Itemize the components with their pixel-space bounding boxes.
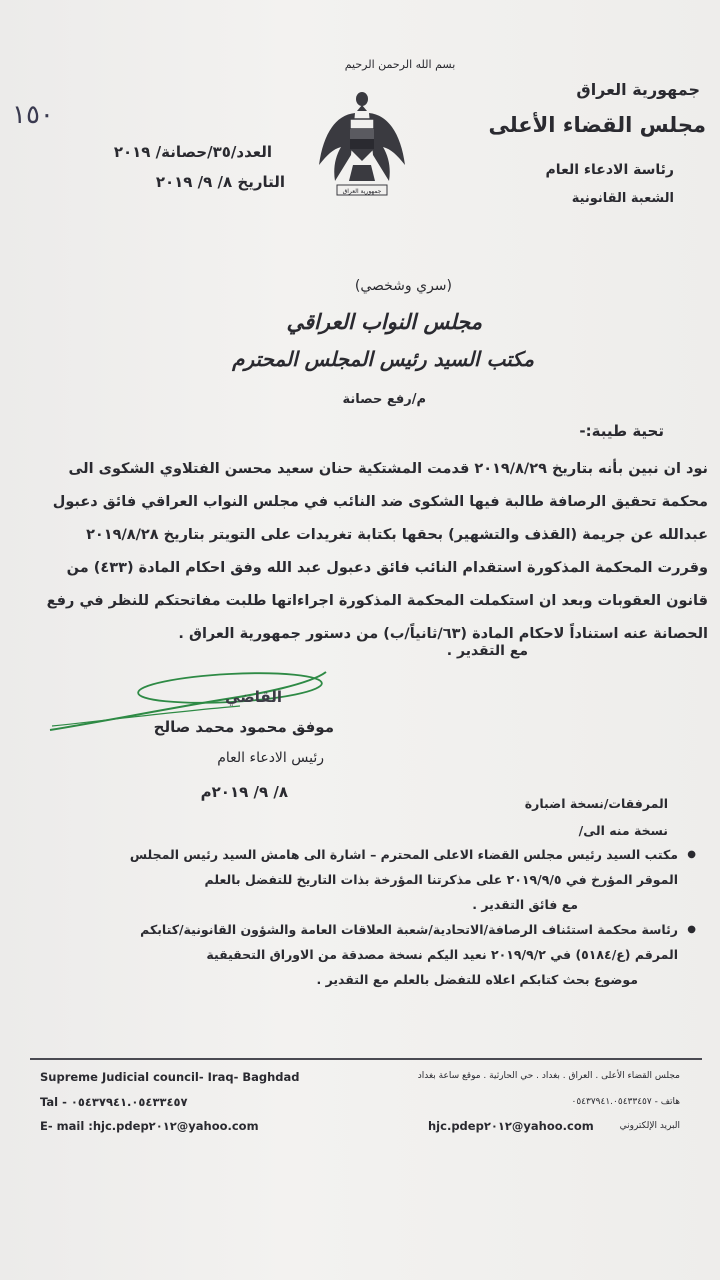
greeting: تحية طيبة:- [579, 422, 664, 440]
footer-email-label: البريد الإلكتروني [619, 1121, 680, 1131]
letter-body [8, 453, 708, 651]
body-line: محكمة تحقيق الرصافة طالبة فيها الشكوى ضد النائب في مجلس النواب العراقي فائق دعبول [52, 494, 708, 510]
addressee-office: مكتب السيد رئيس المجلس المحترم [232, 347, 534, 371]
list-item-line: مكتب السيد رئيس مجلس القضاء الاعلى المحترم – اشارة الى هامش السيد رئيس المجلس [129, 847, 678, 862]
subject-line: م/رفع حصانة [342, 392, 426, 407]
body-line: قانون العقوبات وبعد ان استكملت المحكمة المذكورة اجراءاتها طلبت مفاتحتكم للنظر في رفع [46, 593, 708, 609]
handwritten-note: ١٥٠ [12, 100, 54, 130]
eagle-emblem-icon [315, 85, 410, 210]
footer-address-ar: مجلس القضاء الأعلى . العراق . بغداد . حي الحارثية . موقع ساعة بغداد [417, 1071, 680, 1081]
footer-email-ar[interactable]: hjc.pdep٢٠١٢@yahoo.com [428, 1119, 594, 1133]
signatory-name: موفق محمود محمد صالح [153, 718, 334, 736]
republic-name: جمهورية العراق [576, 80, 700, 99]
bullet-icon: ● [687, 924, 696, 935]
body-line: وقررت المحكمة المذكورة استقدام النائب فائق دعبول عبد الله وفق احكام المادة (٤٣٣) من [66, 560, 708, 576]
footer-divider [30, 1058, 702, 1060]
list-item-line: مع فائق التقدير . [472, 897, 578, 912]
copy-to-label: نسخة منه الى/ [578, 823, 668, 838]
footer-email-en[interactable]: E- mail :hjc.pdep٢٠١٢@yahoo.com [40, 1119, 259, 1133]
regards: مع التقدير . [446, 643, 528, 659]
addressee: مجلس النواب العراقي [286, 310, 482, 334]
council-name: مجلس القضاء الأعلى [488, 113, 706, 137]
body-line: عبدالله عن جريمة (القذف والتشهير) بحقها بكتابة تغريدات على التويتر بتاريخ ٢٠١٩/٨/٢٨ [86, 527, 708, 543]
signature-date: ٨/ ٩/ ٢٠١٩م [200, 783, 288, 801]
copy-recipients-list [38, 842, 696, 992]
presidency-name: رئاسة الادعاء العام [545, 162, 674, 178]
footer-phone-ar: هاتف - ٠٥٤٣٧٩٤١.٠٥٤٣٣٤٥٧ [571, 1097, 680, 1107]
footer-phone-en: Tal - ٠٥٤٣٧٩٤١.٠٥٤٣٣٤٥٧ [40, 1095, 188, 1109]
list-item-line: الموقر المؤرخ في ٢٠١٩/٩/٥ على مذكرتنا المؤرخة بذات التاريخ للتفضل بالعلم [204, 872, 678, 887]
list-item-line: موضوع بحث كتابكم اعلاه للتفضل بالعلم مع التقدير . [316, 972, 638, 987]
footer-org-name: Supreme Judicial council- Iraq- Baghdad [40, 1070, 300, 1084]
confidential-label: (سري وشخصي) [354, 278, 452, 294]
bullet-icon: ● [687, 849, 696, 860]
attachments-label: المرفقات/نسخة اضبارة [524, 796, 668, 811]
body-line: الحصانة عنه استناداً لاحكام المادة (٦٣/ثانياً/ب) من دستور جمهورية العراق . [178, 626, 708, 642]
signatory-title: رئيس الادعاء العام [217, 750, 324, 766]
list-item-line: رئاسة محكمة استئناف الرصافة/الاتحادية/شعبة العلاقات العامة والشؤون القانونية/كتابكم [140, 922, 678, 937]
list-item [38, 917, 696, 992]
judge-label: القاضي [225, 688, 282, 706]
document-number: العدد/٣٥/حصانة/ ٢٠١٩ [113, 143, 272, 161]
list-item-line: المرقم (ع/٥١٨٤) في ٢٠١٩/٩/٢ نعيد اليكم نسخة مصدقة من الاوراق التحقيقية [206, 947, 678, 962]
basmala: بسم الله الرحمن الرحيم [344, 58, 456, 71]
list-item [38, 842, 696, 917]
emblem-banner-text: جمهورية العراق [342, 188, 382, 195]
section-name: الشعبة القانونية [571, 191, 674, 206]
body-line: نود ان نبين بأنه بتاريخ ٢٠١٩/٨/٢٩ قدمت المشتكية حنان سعيد محسن الفتلاوي الشكوى الى [68, 461, 708, 477]
document-date: التاريخ ٨/ ٩/ ٢٠١٩ [155, 173, 285, 191]
